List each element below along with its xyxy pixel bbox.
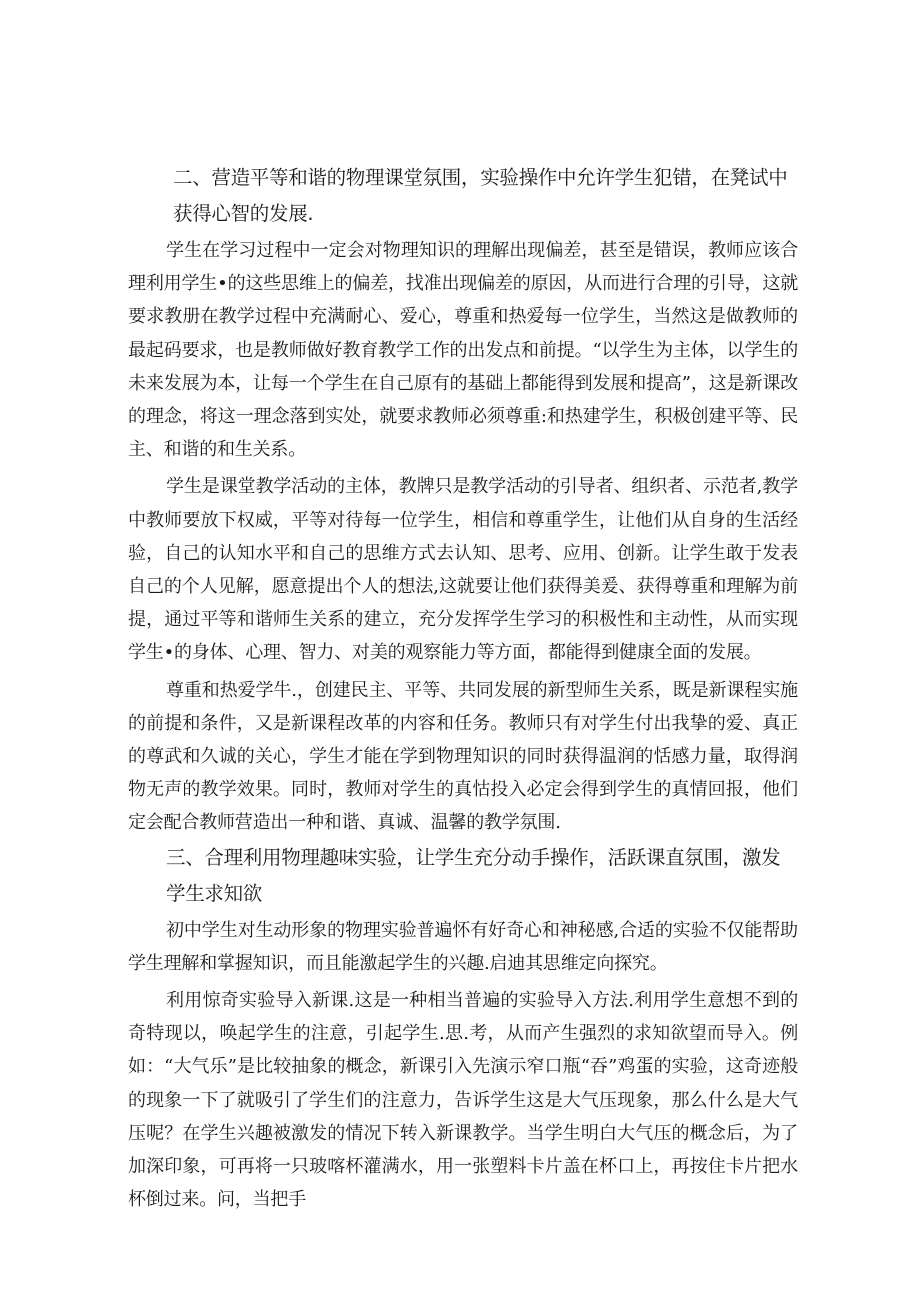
document-body	[128, 160, 798, 1216]
section-2-paragraph-2: 学生是课堂教学活动的主体，教牌只是教学活动的引导者、组织者、示范者,教学中教师要放下权威，平等对待每一位学生，相信和尊重学生，让他们从自身的生活经验，自己的认知水平和自己的思维方式去认知、思考、应用、创新。让学生敢于发表自己的个人见解，愿意提出个人的想法,这就要让他们获得美爰、获得尊重和理解为前提，通过平等和谐师生关系的建立，充分发挥学生学习的积极性和主动性，从而实现学生•的身体、心理、智力、对美的观察能力等方面，都能得到健康全面的发展。	[128, 476, 798, 664]
section-2-paragraph-1: 学生在学习过程中一定会对物理知识的理解出现偏差，甚至是错误，教师应该合理利用学生•的这些思维上的偏差，找准出现偏差的原因，从而进行合理的引导，这就要求教册在教学过程中充满耐心、爱心，尊重和热爱每一位学生，当然这是做教师的最起码要求，也是教师做好教育教学工作的出发点和前提。“以学生为主体，以学生的未来发展为本，让每一个学生在自己原有的基础上都能得到发展和提高”，这是新课改的理念，将这一理念落到实处，就要求教师必须尊重:和热建学生，积极创建平等、民主、和谐的和生关系。	[128, 240, 798, 461]
section-3-paragraph-2: 利用惊奇实验导入新课.这是一种相当普遍的实验导入方法.利用学生意想不到的奇特现以，唤起学生的注意，引起学生.思.考，从而产生强烈的求知欲望而导入。例如：“大气乐”是比较抽象的概念，新课引入先演示窄口瓶“吞”鸡蛋的实验，这奇迹般的现象一下了就吸引了学生们的注意力，告诉学生这是大气压现象，那么什么是大气压呢？在学生兴趣被激发的情况下转入新课教学。当学生明白大气压的概念后，为了加深印象，可再将一只玻喀杯灌满水，用一张塑料卡片盖在杯口上，再按住卡片把水杯倒过来。问，当把手	[128, 990, 798, 1211]
section-3-heading: 三、合理利用物理趣味实验，让学生充分动手操作，活跃课直氛围，激发学生求知欲	[166, 845, 781, 905]
section-2-heading: 二、营造平等和谐的物理课堂氛围，实验操作中允许学生犯错，在凳试中获得心智的发展.	[173, 166, 788, 225]
section-2-paragraph-3: 尊重和热爱学牛.，创建民主、平等、共同发展的新型师生关系，既是新课程实施的前提和条件，又是新课程改革的内容和任务。教师只有对学生付出我挚的爱、真正的尊武和久诚的关心，学生才能在学到物理知识的同时获得温润的恬感力量，取得润物无声的教学效果。同时，教师对学生的真怙投入必定会得到学生的真情回报，他们定会配合教师营造出一种和谐、真诚、温馨的教学氛围.	[128, 679, 798, 834]
section-3-paragraph-1: 初中学生对生动形象的物理实验普遍怀有好奇心和神秘感,合适的实验不仅能帮助学生理解和掌握知识，而且能激起学生的兴趣.启迪其思维定向探究。	[128, 919, 798, 974]
